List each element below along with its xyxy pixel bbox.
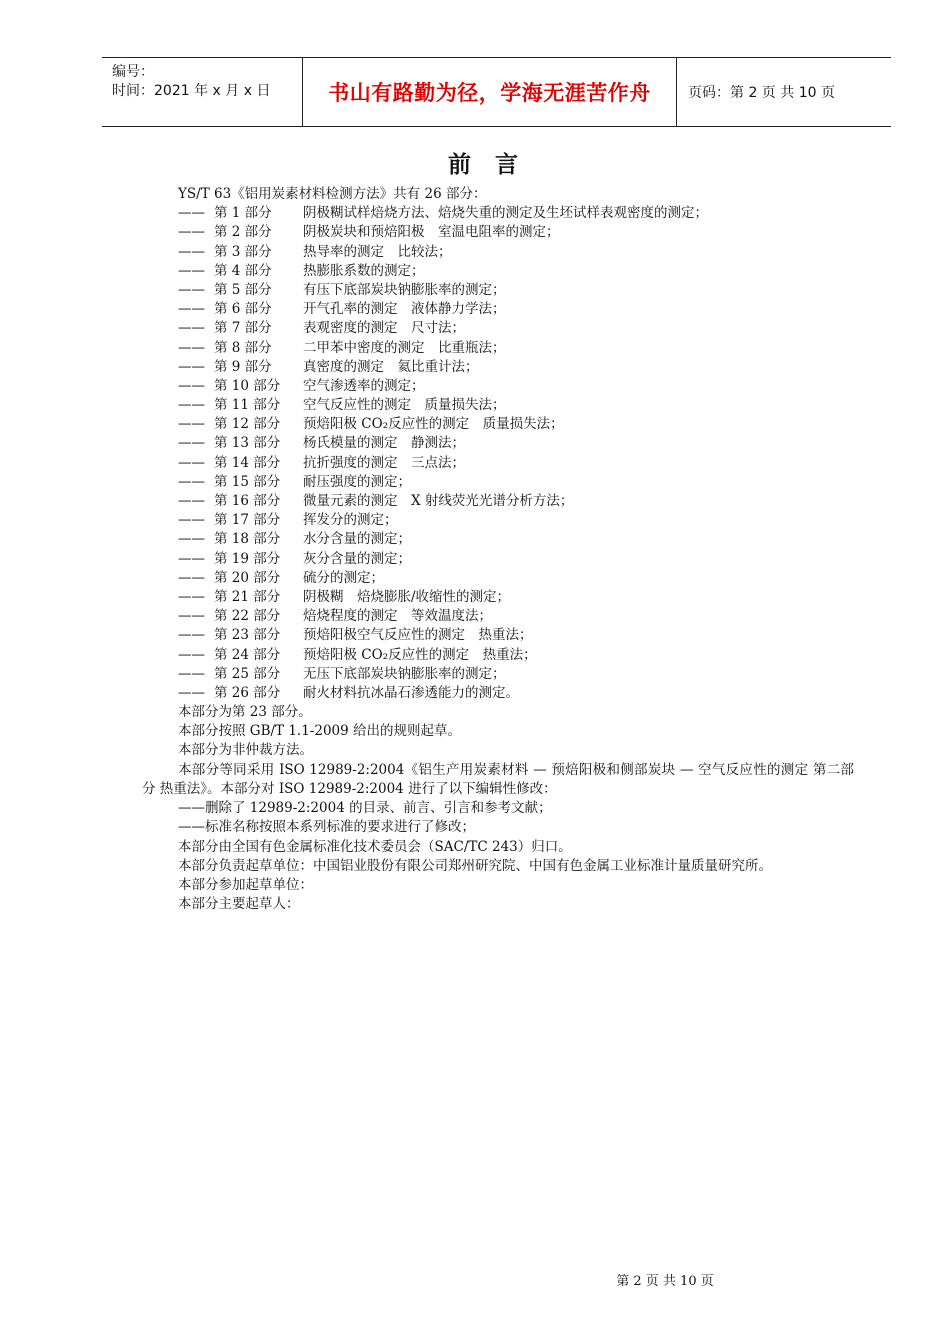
parts-list <box>142 204 854 703</box>
paragraph: 本部分按照 GB/T 1.1-2009 给出的规则起草。 <box>178 723 462 740</box>
list-dash: —— <box>178 377 205 394</box>
part-number: 第 4 部分 <box>214 262 272 279</box>
part-name: 焙烧程度的测定 等效温度法； <box>303 608 492 625</box>
part-name: 挥发分的测定； <box>303 512 398 529</box>
list-item <box>142 607 854 626</box>
header-slogan: 书山有路勤为径，学海无涯苦作舟 <box>328 81 651 105</box>
header-divider <box>676 58 677 126</box>
paragraph: 本部分等同采用 ISO 12989-2:2004《铝生产用炭素材料 — 预焙阳极和侧部炭块 — 空气反应性的测定 第二部分 热重法》。本部分对 ISO 12989-2:2004 进行了以下编辑性修改： <box>142 761 854 797</box>
footer-page-number: 第 2 页 共 10 页 <box>616 1274 714 1289</box>
list-dash: —— <box>178 569 205 586</box>
part-number: 第 2 部分 <box>214 224 272 241</box>
list-dash: —— <box>178 454 205 471</box>
paragraph: 本部分由全国有色金属标准化技术委员会（SAC/TC 243）归口。 <box>178 838 572 855</box>
list-item <box>142 358 854 377</box>
part-name: 耐压强度的测定； <box>303 473 411 490</box>
list-dash: —— <box>178 301 205 318</box>
list-dash: —— <box>178 243 205 260</box>
list-item <box>142 530 854 549</box>
part-number: 第 15 部分 <box>214 473 281 490</box>
list-item <box>142 550 854 569</box>
part-name: 真密度的测定 氦比重计法； <box>303 358 479 375</box>
part-number: 第 3 部分 <box>214 243 272 260</box>
paragraph: 本部分为非仲裁方法。 <box>178 742 313 759</box>
list-dash: —— <box>178 646 205 663</box>
list-item <box>142 204 854 223</box>
header-meta <box>102 58 302 126</box>
part-number: 第 20 部分 <box>214 569 281 586</box>
list-item <box>142 281 854 300</box>
part-name: 阴极糊 焙烧膨胀/收缩性的测定； <box>303 588 511 605</box>
part-name: 抗折强度的测定 三点法； <box>303 454 465 471</box>
list-dash: —— <box>178 262 205 279</box>
paragraph: ——标准名称按照本系列标准的要求进行了修改； <box>178 819 475 836</box>
part-number: 第 26 部分 <box>214 684 281 701</box>
paragraph: 本部分负责起草单位：中国铝业股份有限公司郑州研究院、中国有色金属工业标准计量质量研究所。 <box>178 857 772 874</box>
part-number: 第 13 部分 <box>214 435 281 452</box>
part-number: 第 19 部分 <box>214 550 281 567</box>
list-dash: —— <box>178 435 205 452</box>
list-dash: —— <box>178 493 205 510</box>
list-dash: —— <box>178 588 205 605</box>
header-page-number: 页码：第 2 页 共 10 页 <box>688 85 835 101</box>
list-item <box>142 454 854 473</box>
number-label: 编号： <box>112 64 154 80</box>
list-dash: —— <box>178 627 205 644</box>
part-name: 热膨胀系数的测定； <box>303 262 425 279</box>
page-header <box>102 57 891 127</box>
list-item <box>142 223 854 242</box>
list-dash: —— <box>178 224 205 241</box>
part-name: 微量元素的测定 X 射线荧光光谱分析方法； <box>303 493 574 510</box>
part-number: 第 16 部分 <box>214 493 281 510</box>
part-number: 第 5 部分 <box>214 281 272 298</box>
list-item <box>142 377 854 396</box>
list-item <box>142 646 854 665</box>
part-number: 第 12 部分 <box>214 416 281 433</box>
page-title: 前言 <box>448 151 542 178</box>
part-name: 无压下底部炭块钠膨胀率的测定； <box>303 665 506 682</box>
part-number: 第 22 部分 <box>214 608 281 625</box>
list-item <box>142 415 854 434</box>
part-name: 耐火材料抗冰晶石渗透能力的测定。 <box>303 684 519 701</box>
list-item <box>142 434 854 453</box>
part-number: 第 17 部分 <box>214 512 281 529</box>
part-name: 表观密度的测定 尺寸法； <box>303 320 465 337</box>
part-name: 空气反应性的测定 质量损失法； <box>303 397 506 414</box>
part-number: 第 10 部分 <box>214 377 281 394</box>
list-item <box>142 511 854 530</box>
part-number: 第 9 部分 <box>214 358 272 375</box>
list-item <box>142 588 854 607</box>
list-dash: —— <box>178 205 205 222</box>
part-number: 第 6 部分 <box>214 301 272 318</box>
part-name: 灰分含量的测定； <box>303 550 411 567</box>
part-name: 水分含量的测定； <box>303 531 411 548</box>
paragraph: 本部分参加起草单位： <box>178 876 313 893</box>
part-name: 热导率的测定 比较法； <box>303 243 452 260</box>
part-name: 预焙阳极空气反应性的测定 热重法； <box>303 627 533 644</box>
list-dash: —— <box>178 473 205 490</box>
part-number: 第 18 部分 <box>214 531 281 548</box>
intro-paragraph: YS/T 63《铝用炭素材料检测方法》共有 26 部分： <box>178 186 487 202</box>
part-number: 第 23 部分 <box>214 627 281 644</box>
paragraph: ——删除了 12989-2:2004 的目录、前言、引言和参考文献； <box>178 800 552 817</box>
list-item <box>142 665 854 684</box>
list-item <box>142 319 854 338</box>
part-name: 阴极炭块和预焙阳极 室温电阻率的测定； <box>303 224 560 241</box>
list-dash: —— <box>178 531 205 548</box>
part-number: 第 25 部分 <box>214 665 281 682</box>
list-dash: —— <box>178 281 205 298</box>
list-item <box>142 339 854 358</box>
list-dash: —— <box>178 416 205 433</box>
list-dash: —— <box>178 358 205 375</box>
part-name: 空气渗透率的测定； <box>303 377 425 394</box>
part-name: 预焙阳极 CO₂反应性的测定 热重法； <box>303 646 537 663</box>
paragraph: 本部分主要起草人： <box>178 896 300 913</box>
list-item <box>142 243 854 262</box>
part-number: 第 8 部分 <box>214 339 272 356</box>
list-item <box>142 396 854 415</box>
page-footer <box>0 1270 950 1289</box>
list-dash: —— <box>178 320 205 337</box>
list-item <box>142 626 854 645</box>
list-dash: —— <box>178 608 205 625</box>
paragraph: 本部分为第 23 部分。 <box>178 704 312 721</box>
part-number: 第 1 部分 <box>214 205 272 222</box>
part-number: 第 21 部分 <box>214 588 281 605</box>
part-number: 第 11 部分 <box>214 397 281 414</box>
part-name: 有压下底部炭块钠膨胀率的测定； <box>303 281 506 298</box>
part-name: 杨氏模量的测定 静测法； <box>303 435 465 452</box>
part-name: 阴极糊试样焙烧方法、焙烧失重的测定及生坯试样表观密度的测定； <box>303 205 708 222</box>
list-item <box>142 684 854 703</box>
list-item <box>142 262 854 281</box>
list-item <box>142 492 854 511</box>
part-number: 第 7 部分 <box>214 320 272 337</box>
list-item <box>142 473 854 492</box>
list-dash: —— <box>178 684 205 701</box>
part-name: 硫分的测定； <box>303 569 384 586</box>
list-dash: —— <box>178 512 205 529</box>
part-name: 二甲苯中密度的测定 比重瓶法； <box>303 339 506 356</box>
list-dash: —— <box>178 665 205 682</box>
list-item <box>142 300 854 319</box>
document-body <box>142 185 854 914</box>
list-dash: —— <box>178 397 205 414</box>
list-dash: —— <box>178 339 205 356</box>
part-name: 预焙阳极 CO₂反应性的测定 质量损失法； <box>303 416 564 433</box>
part-number: 第 24 部分 <box>214 646 281 663</box>
time-label: 时间：2021 年 x 月 x 日 <box>112 83 271 99</box>
part-name: 开气孔率的测定 液体静力学法； <box>303 301 506 318</box>
list-item <box>142 569 854 588</box>
part-number: 第 14 部分 <box>214 454 281 471</box>
list-dash: —— <box>178 550 205 567</box>
